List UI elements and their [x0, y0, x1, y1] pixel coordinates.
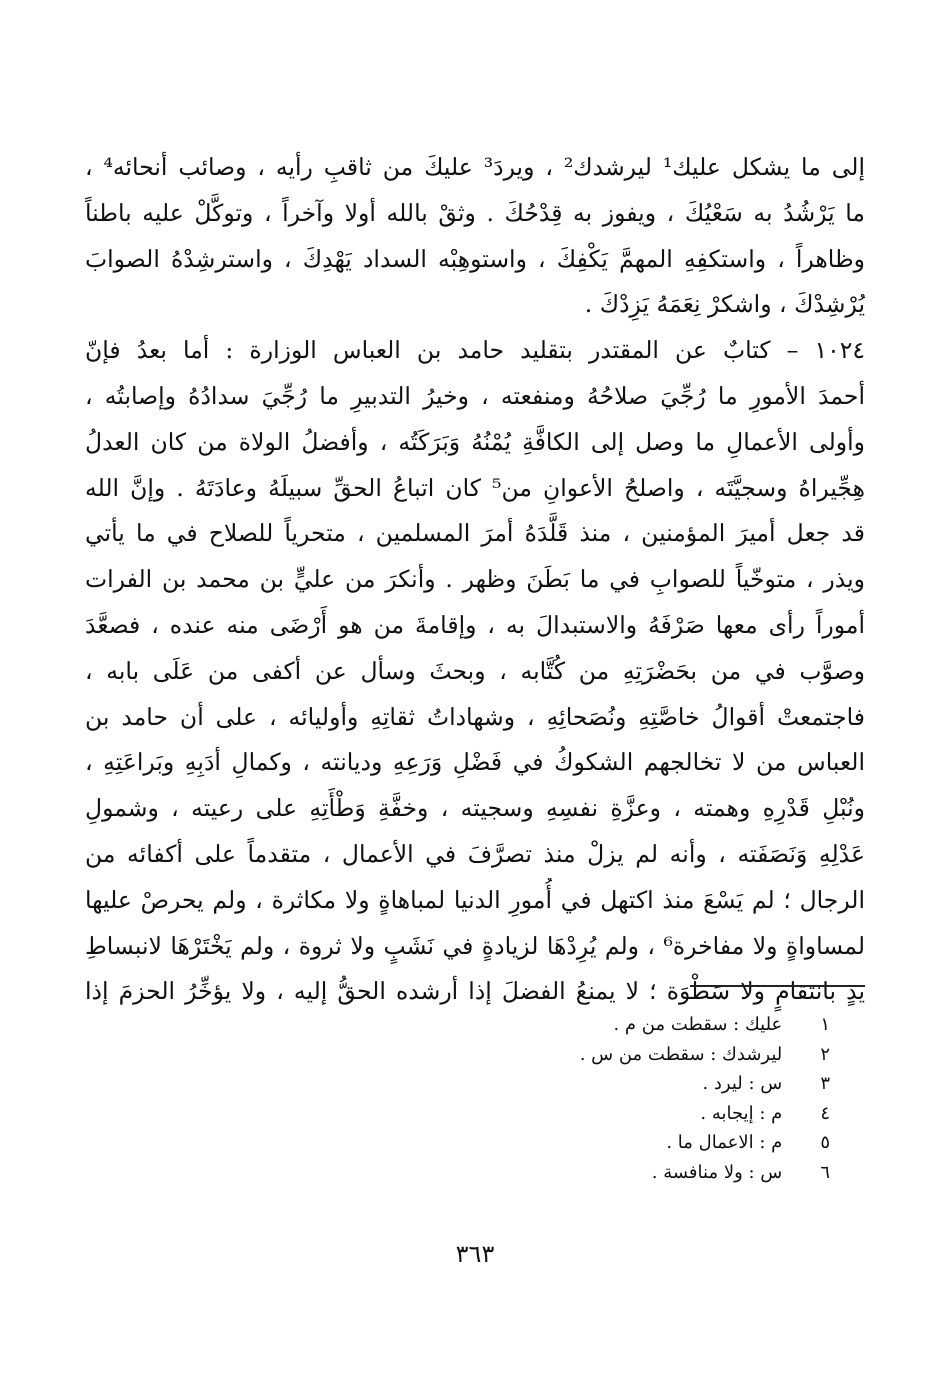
text-line: الرجال ؛ لم يَسْعَ منذ اكتهل في أُمورِ الدنيا لمباهاةٍ ولا مكاثرة ، ولم يحرصْ عليها [85, 885, 865, 914]
text-line: يُرْشِدْكَ ، واشكرْ نِعَمَهُ يَزِدْكَ . [584, 290, 865, 319]
text-line: إلى ما يشكل عليك¹ ليرشدك² ، ويردَ³ عليكَ من ثاقبِ رأيه ، وصائب أنحائه⁴ ، [85, 153, 865, 181]
footnote-number: ٣ [820, 1073, 830, 1094]
text-line: ونُبْلِ قَدْرِهِ وهمته ، وعزَّةِ نفسِهِ وسجيته ، وخفَّةِ وَطْأَتِهِ على رعيته ، وشمولِ [85, 794, 865, 823]
page-number: ٣٦٣ [455, 1240, 495, 1268]
text-line: أحمدَ الأمورِ ما رُجِّيَ صلاحُهُ ومنفعته ، وخيرُ التدبيرِ ما رُجِّيَ سدادُهُ وإصابتُه ، [85, 381, 865, 410]
footnote [580, 1010, 830, 1040]
text-line: لمساواةٍ ولا مفاخرة⁶ ، ولم يُرِدْهَا لزيادةٍ في نَشَبٍ ولا ثروة ، ولم يَخْتَرْهَا لانبساطِ [85, 931, 865, 960]
text-line: يدٍ بانتقامٍ ولا سَطْوَة ؛ لا يمنعُ الفضلَ إذا أرشده الحقُّ إليه ، ولا يؤخِّرُ الحزمَ إذا [85, 977, 865, 1006]
text-line: ١٠٢٤ – كتابٌ عن المقتدر بتقليد حامد بن العباس الوزارة : أما بعدُ فإنّ [85, 336, 865, 365]
footnote-number: ٦ [820, 1161, 830, 1183]
footnote-number: ٥ [820, 1132, 830, 1153]
text-line: ويذر ، متوخّياً للصوابِ في ما بَطَنَ وظهر . وأنكرَ من عليٍّ بن محمد بن الفرات [85, 565, 865, 594]
main-text [85, 145, 865, 1015]
footnote-text: م : إيجابه . [700, 1102, 783, 1124]
footnote-text: عليك : سقطت من م . [613, 1014, 783, 1035]
text-line: العباس من لا تخالجهم الشكوكُ في فَضْلِ وَرَعِهِ وديانته ، وكمالِ أدَبِهِ وبَراعَتِهِ ، [85, 748, 865, 777]
footnote-number: ٢ [820, 1043, 830, 1065]
footnote-number: ٤ [820, 1102, 830, 1124]
footnotes [580, 1010, 830, 1187]
footnote [580, 1069, 830, 1099]
text-line: وأولى الأعمالِ ما وصل إلى الكافَّةِ يُمْنُهُ وَبَرَكَتُه ، وأفضلُ الولاة من كان العدلُ [85, 427, 865, 456]
footnote [580, 1099, 830, 1129]
text-line: قد جعل أميرَ المؤمنين ، منذ قَلَّدَهُ أمرَ المسلمين ، متحرياً للصلاح في ما يأتي [85, 519, 865, 548]
text-line: فاجتمعتْ أقوالُ خاصَّتِهِ ونُصَحائِهِ ، وشهاداتُ ثقاتِهِ وأوليائه ، على أن حامد بن [85, 702, 865, 731]
text-line: عَدْلِهِ وَنَصَفَته ، وأنه لم يزلْ منذ تصرَّفَ في الأعمال ، متقدماً على أكفائه من [85, 839, 865, 868]
footnote [580, 1040, 830, 1070]
footnote [580, 1128, 830, 1158]
footnote-text: س : ولا منافسة . [651, 1161, 783, 1183]
footnote-text: م : الاعمال ما . [666, 1132, 783, 1153]
text-line: هِجِّيراهُ وسجيَّتَه ، واصلحُ الأعوانِ من⁵ كان اتباعُ الحقِّ سبيلَهُ وعادَتَهُ . وإنَّ الله [85, 473, 865, 502]
text-line: وصوَّب في من بحَضْرَتِهِ من كُتَّابه ، وبحثَ وسأل عن أكفى من عَلَى بابه ، [85, 656, 865, 685]
footnote-text: س : ليرد . [702, 1073, 783, 1094]
footnote-divider [690, 985, 865, 987]
footnote [580, 1158, 830, 1188]
text-line: وظاهراً ، واستكفِهِ المهمَّ يَكْفِكَ ، واستوهِبْه السداد يَهْدِكَ ، واسترشِدْهُ الصوابَ [85, 244, 865, 273]
footnote-number: ١ [820, 1014, 830, 1035]
text-line: ما يَرْشُدُ به سَعْيُكَ ، ويفوز به قِدْحُكَ . وثقْ بالله أولا وآخراً ، وتوكَّلْ عليه باطناً [85, 198, 865, 227]
text-line: أموراً رأى معها صَرْفَهُ والاستبدالَ به ، وإقامةَ من هو أَرْضَى منه عنده ، فصعَّدَ [85, 610, 865, 639]
footnote-text: ليرشدك : سقطت من س . [579, 1043, 783, 1065]
